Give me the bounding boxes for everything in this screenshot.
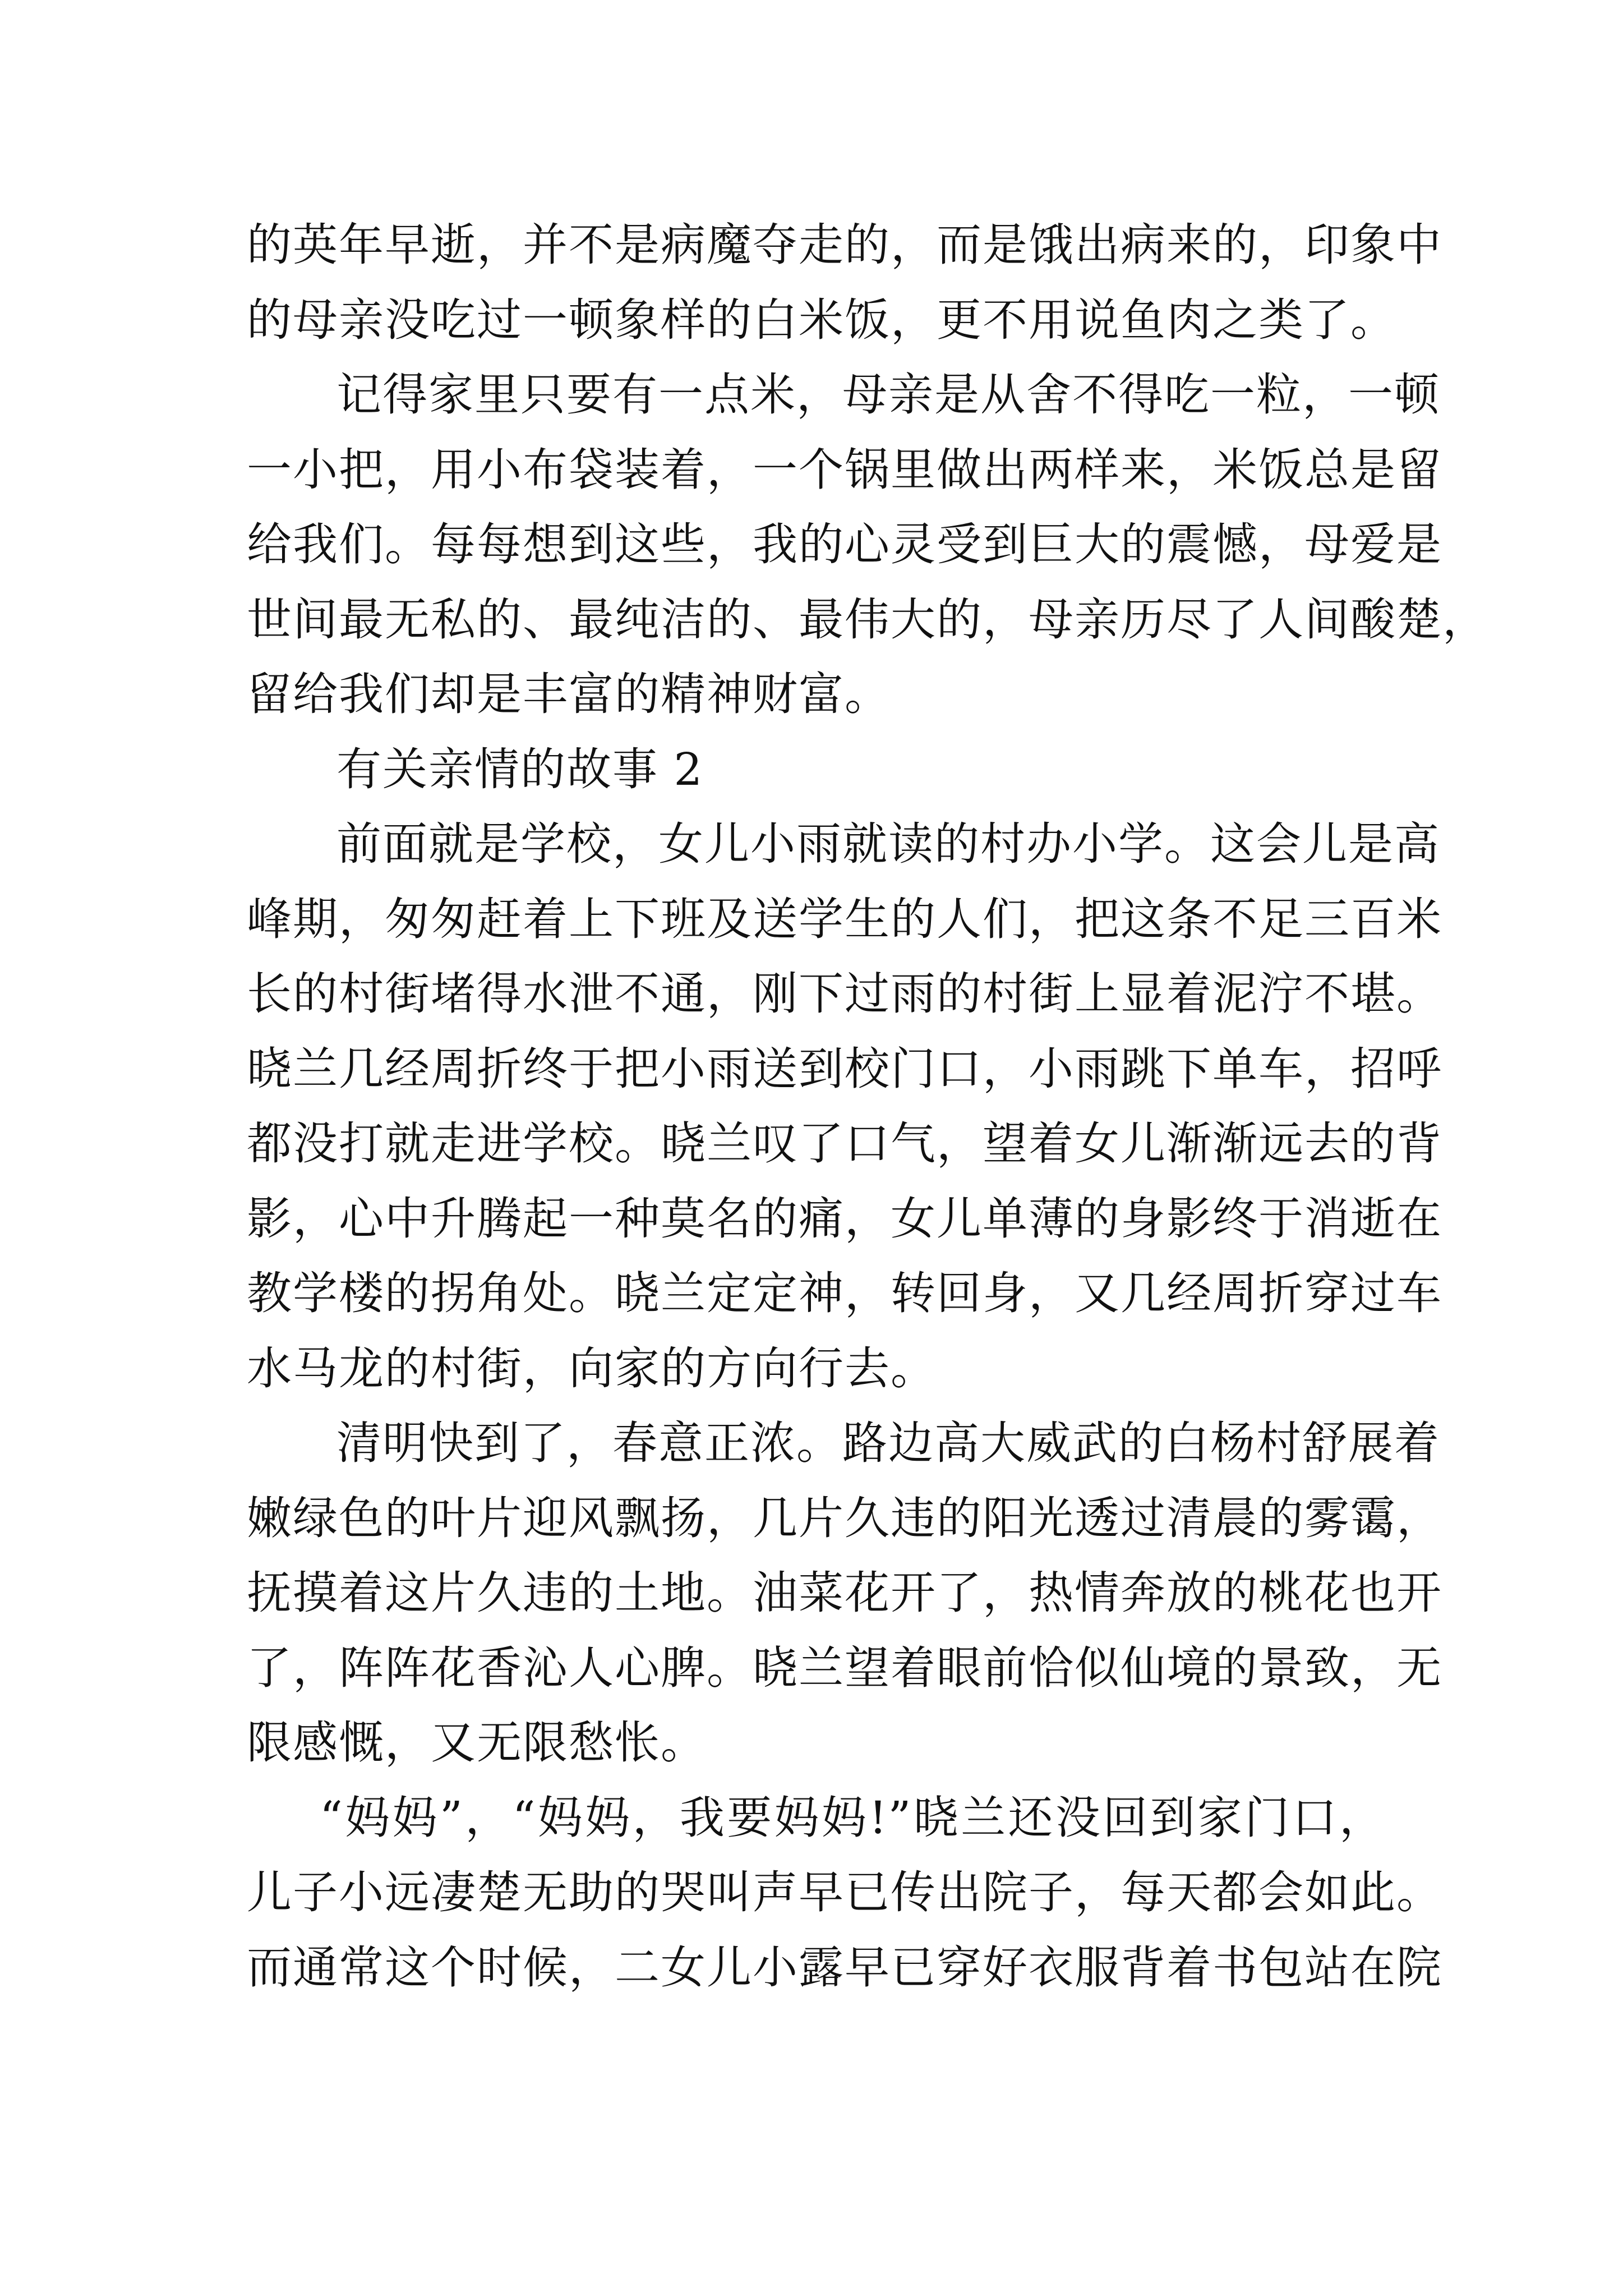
text-line: 一小把，用小布袋装着，一个锅里做出两样来，米饭总是留 [247, 443, 1442, 496]
text-line: 晓兰几经周折终于把小雨送到校门口，小雨跳下单车，招呼 [247, 1042, 1442, 1095]
text-line: 的英年早逝，并不是病魔夺走的，而是饿出病来的，印象中 [247, 219, 1442, 271]
text-line: 给我们。每每想到这些，我的心灵受到巨大的震憾，母爱是 [247, 518, 1442, 570]
paragraph-first-line: “妈妈”，“妈妈，我要妈妈!”晓兰还没回到家门口， [320, 1791, 1385, 1844]
text-line: 世间最无私的、最纯洁的、最伟大的，母亲历尽了人间酸楚， [247, 593, 1488, 646]
text-line: 教学楼的拐角处。晓兰定定神，转回身，又几经周折穿过车 [247, 1267, 1442, 1319]
paragraph-first-line: 前面就是学校，女儿小雨就读的村办小学。这会儿是高 [336, 818, 1440, 870]
text-line: 峰期，匆匆赶着上下班及送学生的人们，把这条不足三百米 [247, 892, 1442, 945]
text-line: 了，阵阵花香沁人心脾。晓兰望着眼前恰似仙境的景致，无 [247, 1641, 1442, 1694]
text-line: 水马龙的村街，向家的方向行去。 [247, 1342, 937, 1395]
text-line: 的母亲没吃过一顿象样的白米饭，更不用说鱼肉之类了。 [247, 293, 1396, 346]
text-line: 留给我们却是丰富的精神财富。 [247, 668, 891, 720]
text-line: 长的村街堵得水泄不通，刚下过雨的村街上显着泥泞不堪。 [247, 968, 1442, 1020]
section-heading: 有关亲情的故事 2 [336, 743, 704, 795]
text-line: 影，心中升腾起一种莫名的痛，女儿单薄的身影终于消逝在 [247, 1192, 1442, 1245]
text-line: 嫩绿色的叶片迎风飘扬，几片久违的阳光透过清晨的雾霭， [247, 1492, 1442, 1544]
paragraph-first-line: 清明快到了，春意正浓。路边高大威武的白杨村舒展着 [336, 1417, 1440, 1469]
text-line: 限感慨，又无限愁怅。 [247, 1717, 707, 1769]
text-line: 都没打就走进学校。晓兰叹了口气，望着女儿渐渐远去的背 [247, 1117, 1442, 1170]
text-line: 抚摸着这片久违的土地。油菜花开了，热情奔放的桃花也开 [247, 1567, 1442, 1619]
paragraph-first-line: 记得家里只要有一点米，母亲是从舍不得吃一粒，一顿 [336, 369, 1440, 421]
body-text [247, 208, 1488, 2005]
text-line: 儿子小远凄楚无助的哭叫声早已传出院子，每天都会如此。 [247, 1866, 1442, 1918]
text-line: 而通常这个时候，二女儿小露早已穿好衣服背着书包站在院 [247, 1941, 1442, 1994]
